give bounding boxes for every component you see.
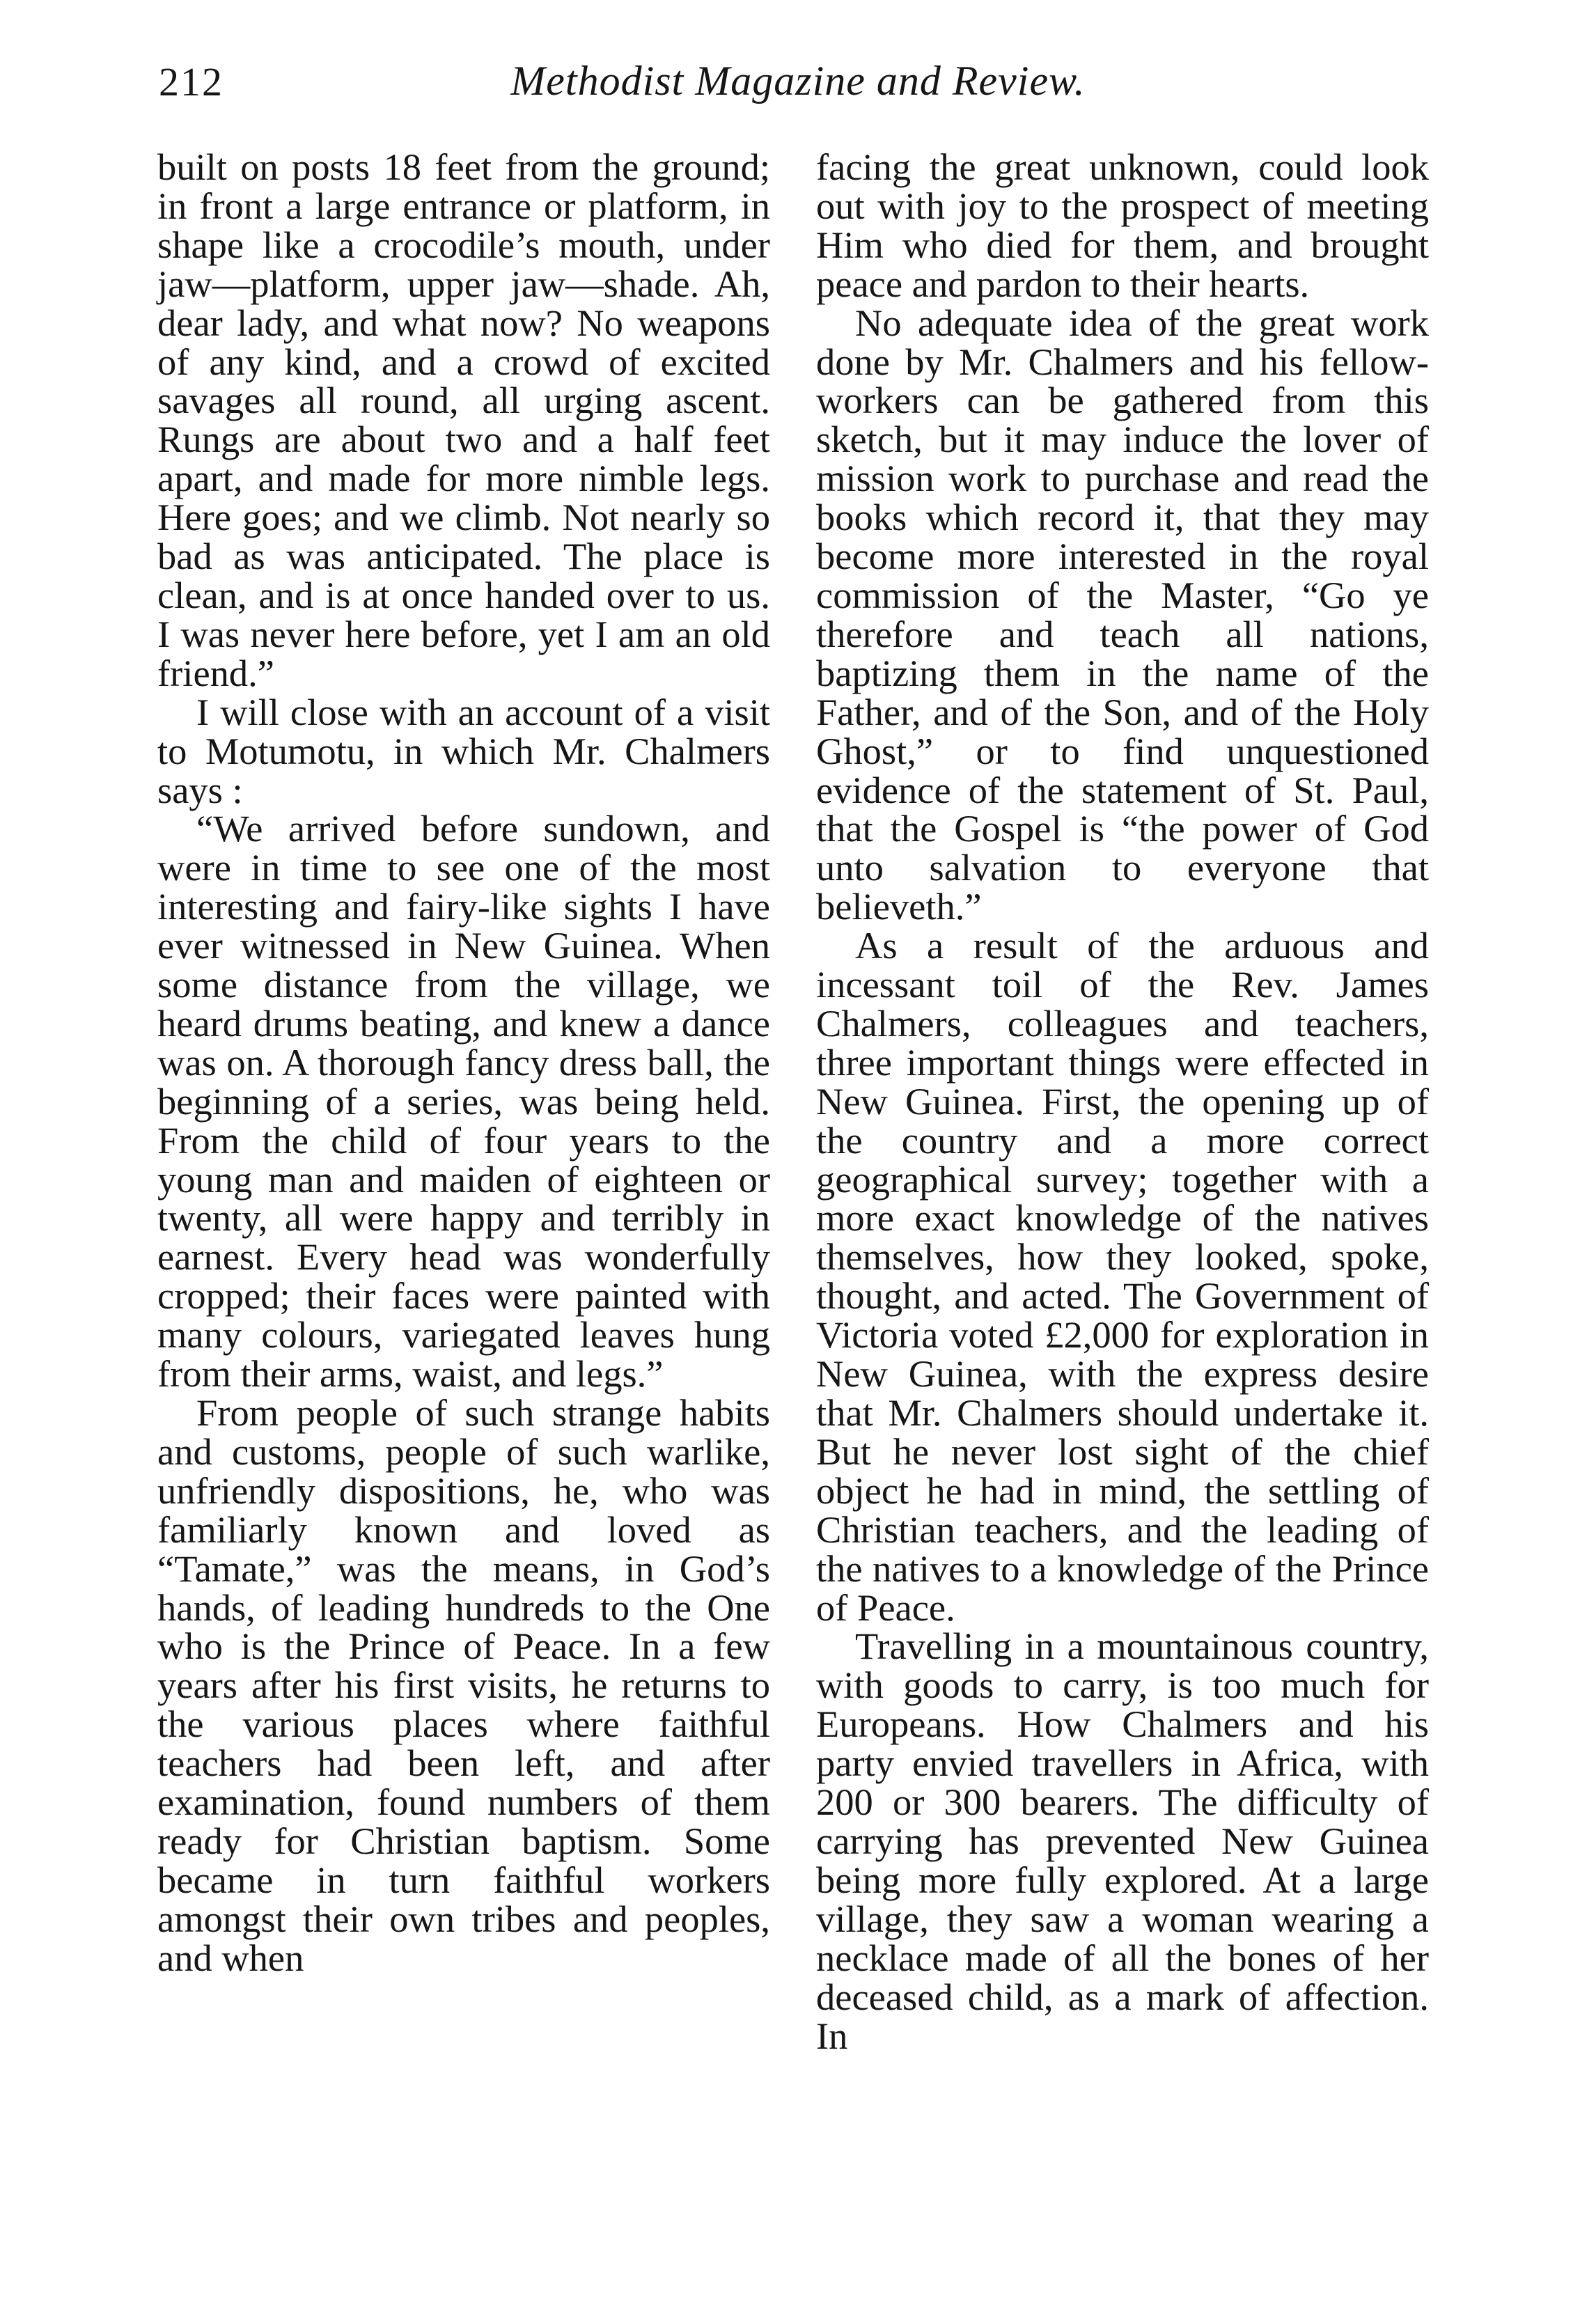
running-head — [0, 50, 1596, 127]
page-number: 212 — [159, 59, 224, 104]
right-column — [816, 148, 1429, 2055]
paragraph-great-unknown: facing the great unknown, could look out with joy to the prospect of meeting Him who died for them, and brought peace and pardon to their hearts. — [816, 146, 1429, 305]
paragraph-travelling: Travelling in a mountainous country, with goods to carry, is too much for Europeans. How Chalmers and his party envied travellers in Africa, with 200 or 300 bearers. The difficulty of carrying has prevented New Guinea being more fully explored. At a large village, they saw a woman wearing a necklace made of all the bones of her deceased child, as a mark of affection. In — [816, 1625, 1429, 2057]
paragraph-motumotu-intro: I will close with an account of a visit to Motumotu, in which Mr. Chalmers says : — [157, 690, 770, 811]
running-title: Methodist Magazine and Review. — [510, 58, 1086, 104]
paragraph-adequate-idea: No adequate idea of the great work done by Mr. Chalmers and his fellow-workers can be gathered from this sketch, but it may induce the lover of mission work to purchase and read the books which record it, that they may become more interested in the royal commission of the Master, “Go ye therefore and teach all nations, baptizing them in the name of the Father, and of the Son, and of the Holy Ghost,” or to find unquestioned evidence of the statement of St. Paul, that the Gospel is “the power of God unto salvation to everyone that believeth.” — [816, 301, 1429, 928]
paragraph-dance-quote: “We arrived before sundown, and were in time to see one of the most interesting and fairy-like sights I have ever witnessed in New Guinea. When some distance from the village, we heard drums beating, and knew a dance was on. A thorough fancy dress ball, the beginning of a series, was being held. From the child of four years to the young man and maiden of eighteen or twenty, all were happy and terribly in earnest. Every head was wonderfully cropped; their faces were painted with many colours, variegated leaves hung from their arms, waist, and legs.” — [157, 807, 770, 1396]
paragraph-tamate: From people of such strange habits and customs, people of such warlike, unfriendly dispositions, he, who was familiarly known and loved as “Tamate,” was the means, in God’s hands, of leading hundreds to the One who is the Prince of Peace. In a few years after his first visits, he returns to the various places where faithful teachers had been left, and after examination, found numbers of them ready for Christian baptism. Some became in turn faithful workers amongst their own tribes and peoples, and when — [157, 1391, 770, 1979]
left-column — [157, 148, 770, 1978]
paragraph-results: As a result of the arduous and incessant toil of the Rev. James Chalmers, colleagues and teachers, three important things were effected in New Guinea. First, the opening up of the country and a more correct geographical survey; together with a more exact knowledge of the natives themselves, how they looked, spoke, thought, and acted. The Government of Victoria voted £2,000 for exploration in New Guinea, with the express desire that Mr. Chalmers should undertake it. But he never lost sight of the chief object he had in mind, the settling of Christian teachers, and the leading of the natives to a knowledge of the Prince of Peace. — [816, 924, 1429, 1629]
paragraph-platform-description: built on posts 18 feet from the ground; in front a large entrance or platform, in shape like a crocodile’s mouth, under jaw—platform, upper jaw—shade. Ah, dear lady, and what now? No weapons of any kind, and a crowd of excited savages all round, all urging ascent. Rungs are about two and a half feet apart, and made for more nimble legs. Here goes; and we climb. Not nearly so bad as was anticipated. The place is clean, and is at once handed over to us. I was never here before, yet I am an old friend.” — [157, 146, 770, 694]
